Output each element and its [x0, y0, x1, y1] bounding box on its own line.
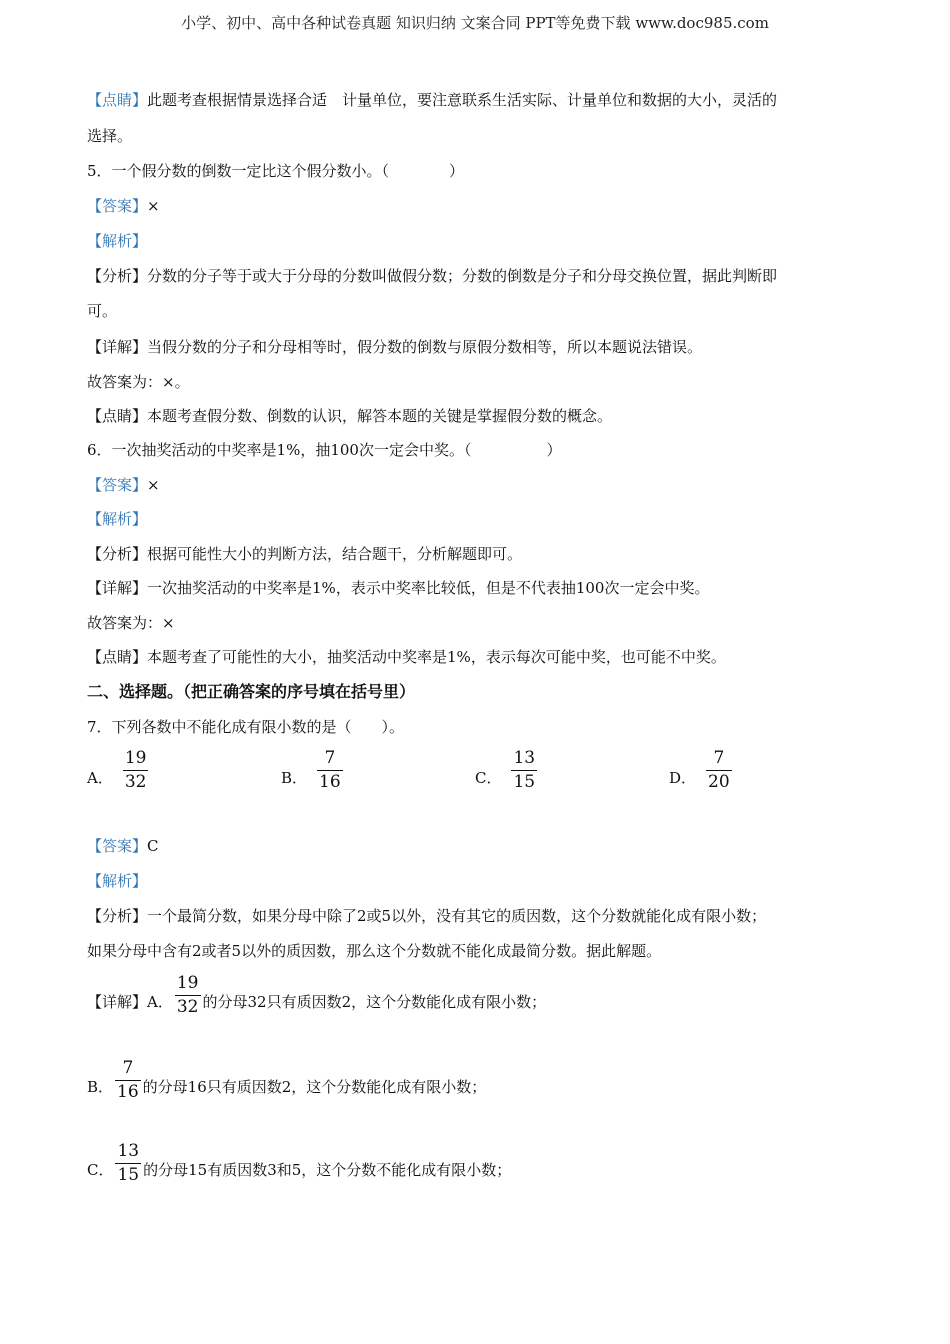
detail-tag: 【详解】: [87, 579, 148, 597]
fraction: [123, 750, 149, 791]
option-label: A．: [87, 769, 113, 787]
q7-detail-c: [87, 1143, 511, 1184]
denominator: 16: [117, 1082, 139, 1102]
q6-jiexi-tag: 【解析】: [87, 510, 148, 528]
numerator: 7: [324, 748, 336, 768]
dianjing-tag: 【点睛】: [87, 407, 148, 425]
dianjing-text: 此题考查根据情景选择合适 计量单位，要注意联系生活实际、计量单位和数据的大小，灵活的: [147, 91, 778, 109]
detail-c-label: C．: [87, 1161, 114, 1179]
denominator: 15: [117, 1165, 140, 1185]
q5-conclusion: 故答案为：×。: [87, 373, 190, 391]
dianjing-tag: 【点睛】: [87, 91, 148, 109]
denominator: 32: [124, 772, 147, 792]
answer-value: C: [147, 837, 159, 855]
q7-analysis-2: 如果分母中含有2或者5以外的质因数，那么这个分数就不能化成最简分数。据此解题。: [87, 942, 662, 960]
dianjing-tag: 【点睛】: [87, 648, 148, 666]
answer-tag: 【答案】: [87, 476, 148, 494]
q7-jiexi-tag: 【解析】: [87, 872, 148, 890]
detail-text: 当假分数的分子和分母相等时，假分数的倒数与原假分数相等，所以本题说法错误。: [147, 338, 703, 356]
denominator: 15: [513, 772, 536, 792]
analysis-text: 分数的分子等于或大于分母的分数叫做假分数；分数的倒数是分子和分母交换位置，据此判断即: [147, 267, 778, 285]
option-a: [87, 750, 150, 791]
q7-analysis: [87, 905, 766, 927]
q6-conclusion: 故答案为：×: [87, 614, 175, 632]
fraction: [706, 750, 732, 791]
q5-analysis: [87, 265, 777, 287]
q5-analysis-2: 可。: [87, 302, 118, 320]
detail-c-text: 的分母15有质因数3和5，这个分数不能化成有限小数；: [143, 1161, 512, 1179]
numerator: 13: [117, 1141, 140, 1161]
dianjing-line-2: 选择。: [87, 127, 133, 145]
detail-b-text: 的分母16只有质因数2，这个分数能化成有限小数；: [142, 1078, 487, 1096]
detail-tag: 【详解】: [87, 338, 148, 356]
q6-detail: [87, 577, 709, 599]
option-label: B．: [281, 769, 308, 787]
numerator: 19: [124, 748, 147, 768]
detail-text: 一次抽奖活动的中奖率是1%，表示中奖率比较低，但是不代表抽100次一定会中奖。: [147, 579, 710, 597]
q5-dianjing: [87, 405, 612, 427]
page-header: 小学、初中、高中各种试卷真题 知识归纳 文案合同 PPT等免费下载 www.doc985.com: [181, 14, 769, 32]
question-5: 5．一个假分数的倒数一定比这个假分数小。（ ）: [87, 162, 465, 180]
dianjing-text: 本题考查了可能性的大小，抽奖活动中奖率是1%，表示每次可能中奖，也可能不中奖。: [147, 648, 726, 666]
detail-tag: 【详解】: [87, 993, 148, 1011]
fraction: [317, 750, 343, 791]
question-7: 7．下列各数中不能化成有限小数的是（ ）。: [87, 718, 405, 736]
answer-tag: 【答案】: [87, 837, 148, 855]
analysis-text: 一个最简分数，如果分母中除了2或5以外，没有其它的质因数，这个分数就能化成有限小数；: [147, 907, 767, 925]
option-label: D．: [669, 769, 697, 787]
fraction: [511, 750, 537, 791]
q6-dianjing: [87, 646, 726, 668]
answer-tag: 【答案】: [87, 197, 148, 215]
section-2-title: 二、选择题。（把正确答案的序号填在括号里）: [87, 682, 416, 701]
question-6: 6．一次抽奖活动的中奖率是1%，抽100次一定会中奖。（ ）: [87, 441, 562, 459]
option-b: [281, 750, 345, 791]
answer-value: ×: [147, 476, 160, 494]
numerator: 7: [122, 1058, 134, 1078]
detail-a-label: A．: [147, 993, 173, 1011]
answer-value: ×: [147, 197, 160, 215]
denominator: 32: [176, 997, 199, 1017]
analysis-tag: 【分析】: [87, 545, 148, 563]
option-d: [669, 750, 734, 791]
analysis-tag: 【分析】: [87, 907, 148, 925]
denominator: 20: [708, 772, 730, 792]
fraction: [175, 975, 201, 1016]
detail-a-text: 的分母32只有质因数2，这个分数能化成有限小数；: [202, 993, 547, 1011]
q7-detail-b: [87, 1060, 486, 1101]
detail-b-label: B．: [87, 1078, 114, 1096]
q5-detail: [87, 336, 702, 358]
numerator: 13: [513, 748, 536, 768]
dianjing-text: 本题考查假分数、倒数的认识，解答本题的关键是掌握假分数的概念。: [147, 407, 613, 425]
fraction: [115, 1060, 141, 1101]
q6-answer: [87, 474, 160, 496]
option-c: [475, 750, 539, 791]
fraction: [115, 1143, 141, 1184]
dianjing-line: [87, 89, 777, 111]
denominator: 16: [319, 772, 341, 792]
numerator: 19: [176, 973, 199, 993]
q7-detail-a: [87, 975, 546, 1016]
q7-answer: [87, 835, 159, 857]
q6-analysis: [87, 543, 522, 565]
q5-jiexi-tag: 【解析】: [87, 232, 148, 250]
analysis-tag: 【分析】: [87, 267, 148, 285]
numerator: 7: [713, 748, 725, 768]
option-label: C．: [475, 769, 502, 787]
analysis-text: 根据可能性大小的判断方法，结合题干，分析解题即可。: [147, 545, 523, 563]
q5-answer: [87, 195, 160, 217]
